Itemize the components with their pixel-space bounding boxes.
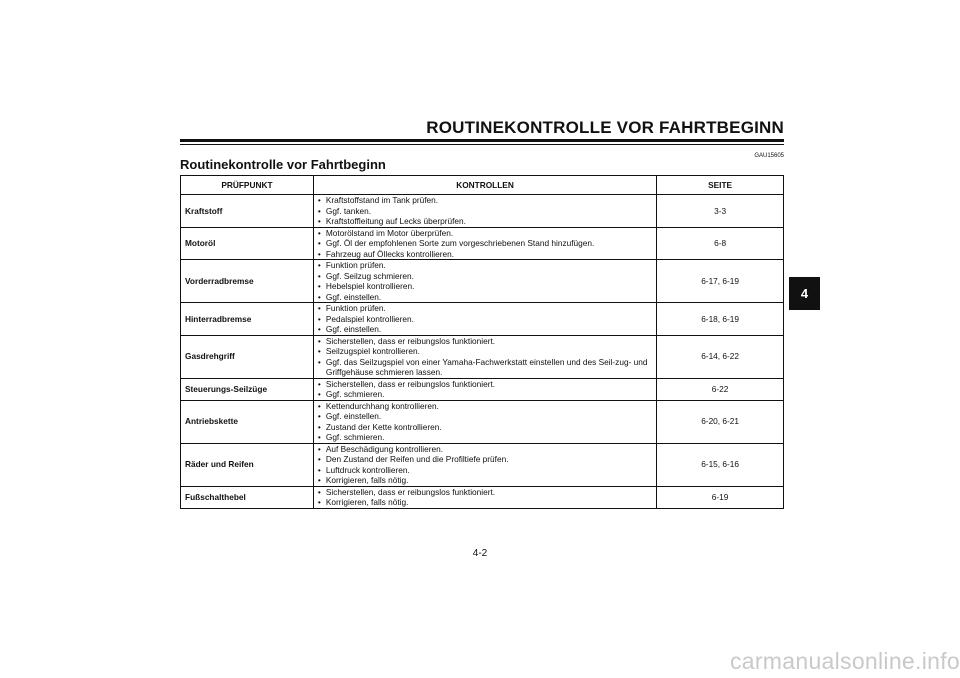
check-point: Vorderradbremse	[181, 260, 314, 303]
chapter-tab: 4	[789, 277, 820, 310]
check-item: • Hebelspiel kontrollieren.	[318, 281, 652, 292]
table-body	[181, 195, 784, 509]
check-item: • Motorölstand im Motor überprüfen.	[318, 228, 652, 239]
check-item: • Kettendurchhang kontrollieren.	[318, 401, 652, 412]
table-header-row	[181, 176, 784, 195]
check-list-cell	[313, 400, 656, 443]
page-reference: 6-22	[657, 378, 784, 400]
column-header-checks: KONTROLLEN	[313, 176, 656, 195]
check-list	[318, 195, 652, 227]
check-point: Fußschalthebel	[181, 486, 314, 508]
check-list	[318, 487, 652, 508]
check-list	[318, 228, 652, 260]
check-item: • Funktion prüfen.	[318, 260, 652, 271]
page-reference: 6-15, 6-16	[657, 443, 784, 486]
check-point: Hinterradbremse	[181, 303, 314, 336]
check-list-cell	[313, 378, 656, 400]
check-item: • Ggf. das Seilzugspiel von einer Yamaha-Fachwerkstatt einstellen und des Seil-zug- und Griffgehäuse schmieren lassen.	[318, 357, 652, 378]
check-item: • Seilzugspiel kontrollieren.	[318, 346, 652, 357]
check-item: • Kraftstoffleitung auf Lecks überprüfen.	[318, 216, 652, 227]
check-item: • Ggf. einstellen.	[318, 292, 652, 303]
check-list-cell	[313, 443, 656, 486]
page-reference: 3-3	[657, 195, 784, 228]
check-list-cell	[313, 260, 656, 303]
check-list	[318, 401, 652, 443]
check-item: • Sicherstellen, dass er reibungslos funktioniert.	[318, 487, 652, 498]
column-header-point: PRÜFPUNKT	[181, 176, 314, 195]
table-row	[181, 335, 784, 378]
check-point: Kraftstoff	[181, 195, 314, 228]
table-row	[181, 378, 784, 400]
page-reference: 6-17, 6-19	[657, 260, 784, 303]
check-item: • Korrigieren, falls nötig.	[318, 497, 652, 508]
check-list-cell	[313, 227, 656, 260]
page-number: 4-2	[472, 548, 488, 559]
table-row	[181, 227, 784, 260]
check-item: • Ggf. schmieren.	[318, 389, 652, 400]
table-row	[181, 486, 784, 508]
watermark: carmanualsonline.info	[729, 648, 960, 674]
header-rule-thin	[180, 144, 784, 145]
column-header-pages: SEITE	[657, 176, 784, 195]
check-item: • Funktion prüfen.	[318, 303, 652, 314]
check-list	[318, 379, 652, 400]
check-item: • Kraftstoffstand im Tank prüfen.	[318, 195, 652, 206]
check-item: • Luftdruck kontrollieren.	[318, 465, 652, 476]
check-item: • Ggf. tanken.	[318, 206, 652, 217]
check-item: • Ggf. einstellen.	[318, 324, 652, 335]
check-list	[318, 303, 652, 335]
check-point: Steuerungs-Seilzüge	[181, 378, 314, 400]
check-list-cell	[313, 303, 656, 336]
check-point: Räder und Reifen	[181, 443, 314, 486]
check-item: • Zustand der Kette kontrollieren.	[318, 422, 652, 433]
check-item: • Den Zustand der Reifen und die Profiltiefe prüfen.	[318, 454, 652, 465]
check-item: • Sicherstellen, dass er reibungslos funktioniert.	[318, 379, 652, 390]
table-row	[181, 443, 784, 486]
check-list	[318, 336, 652, 378]
page-reference: 6-19	[657, 486, 784, 508]
check-list	[318, 260, 652, 302]
page-reference: 6-14, 6-22	[657, 335, 784, 378]
check-point: Motoröl	[181, 227, 314, 260]
check-list-cell	[313, 335, 656, 378]
header-rule	[180, 139, 784, 142]
check-item: • Ggf. Seilzug schmieren.	[318, 271, 652, 282]
check-list	[318, 444, 652, 486]
check-item: • Fahrzeug auf Öllecks kontrollieren.	[318, 249, 652, 260]
check-point: Antriebskette	[181, 400, 314, 443]
checklist-table	[180, 175, 784, 509]
check-item: • Ggf. einstellen.	[318, 411, 652, 422]
table-row	[181, 195, 784, 228]
check-item: • Korrigieren, falls nötig.	[318, 475, 652, 486]
check-item: • Ggf. Öl der empfohlenen Sorte zum vorgeschriebenen Stand hinzufügen.	[318, 238, 652, 249]
section-code: GAU15605	[754, 153, 784, 159]
table-row	[181, 260, 784, 303]
check-item: • Pedalspiel kontrollieren.	[318, 314, 652, 325]
check-item: • Auf Beschädigung kontrollieren.	[318, 444, 652, 455]
chapter-title: ROUTINEKONTROLLE VOR FAHRTBEGINN	[426, 118, 784, 137]
section-title: Routinekontrolle vor Fahrtbeginn	[180, 157, 386, 172]
check-item: • Ggf. schmieren.	[318, 432, 652, 443]
check-point: Gasdrehgriff	[181, 335, 314, 378]
check-list-cell	[313, 486, 656, 508]
page-reference: 6-8	[657, 227, 784, 260]
check-list-cell	[313, 195, 656, 228]
page-reference: 6-20, 6-21	[657, 400, 784, 443]
table-row	[181, 303, 784, 336]
page-reference: 6-18, 6-19	[657, 303, 784, 336]
check-item: • Sicherstellen, dass er reibungslos funktioniert.	[318, 336, 652, 347]
table-row	[181, 400, 784, 443]
